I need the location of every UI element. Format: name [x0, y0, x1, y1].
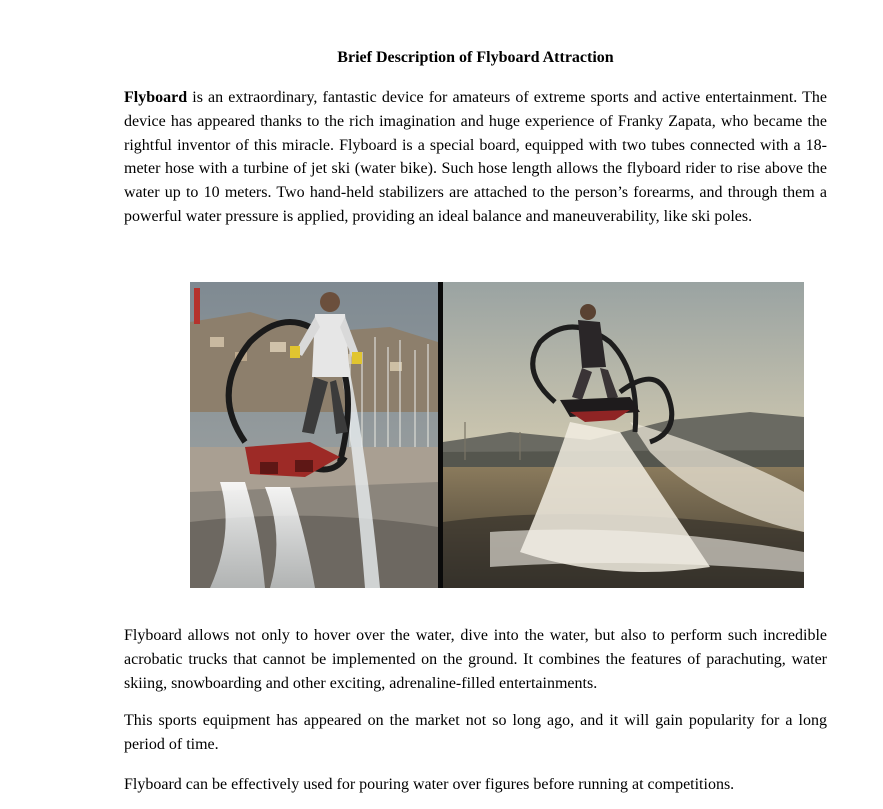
flyboard-term: Flyboard: [124, 89, 188, 106]
popularity-paragraph: This sports equipment has appeared on the market not so long ago, and it will gain popularity for a long period of time.: [124, 712, 827, 753]
document-title: Brief Description of Flyboard Attraction: [337, 49, 614, 66]
flyboard-photo: [190, 282, 804, 588]
competitions-paragraph: Flyboard can be effectively used for pouring water over figures before running at competitions.: [124, 776, 735, 793]
intro-text: is an extraordinary, fantastic device for amateurs of extreme sports and active entertainment. The device has appeared thanks to the rich imagination and huge experience of Franky Zapata, who became the rightful inventor of this miracle. Flyboard is a special board, equipped with two tubes connected with a 18-meter hose with a turbine of jet ski (water bike). Such hose length allows the flyboard rider to rise above the water up to 10 meters. Two hand-held stabilizers are attached to the person’s forearms, and through them a powerful water pressure is applied, providing an ideal balance and maneuverability, like ski poles.: [124, 89, 827, 225]
left-photo-panel: [190, 282, 438, 588]
photo-divider: [438, 282, 443, 588]
intro-paragraph: [124, 86, 827, 229]
right-photo-panel: [443, 282, 804, 588]
acrobatics-paragraph: Flyboard allows not only to hover over the water, dive into the water, but also to perform such incredible acrobatic trucks that cannot be implemented on the ground. It combines the features of parachuting, water skiing, snowboarding and other exciting, adrenaline-filled entertainments.: [124, 627, 827, 692]
